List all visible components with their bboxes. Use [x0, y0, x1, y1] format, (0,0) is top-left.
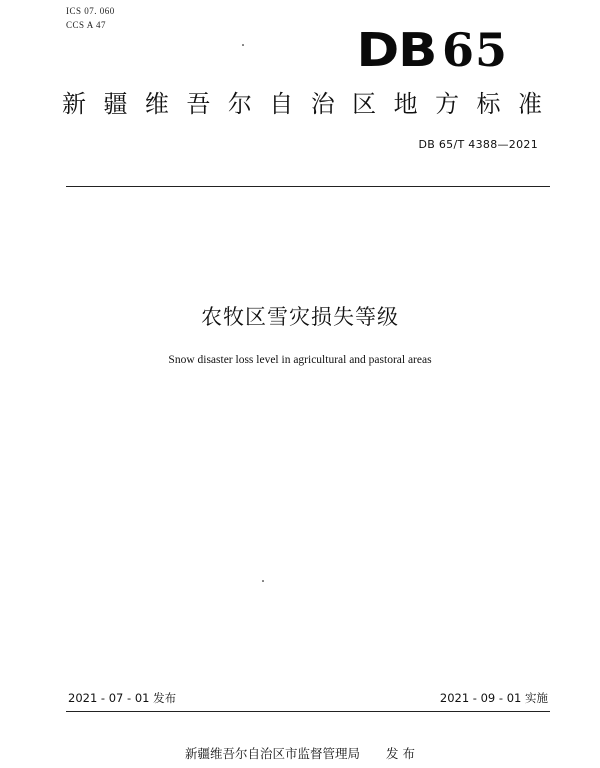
heading-char: 疆 [103, 90, 128, 118]
publisher-action: 发 布 [386, 746, 415, 761]
db65-logo [356, 23, 508, 77]
logo-number: 65 [441, 23, 508, 77]
release-date: 2021 - 07 - 01 发布 [68, 691, 177, 705]
ics-code: ICS 07. 060 [66, 6, 115, 16]
logo-prefix: DB [356, 23, 436, 77]
heading-char: 吾 [186, 90, 211, 118]
heading-char: 地 [393, 90, 418, 118]
local-standard-heading [62, 88, 542, 120]
header-divider [66, 186, 550, 187]
heading-char: 区 [352, 90, 377, 118]
heading-char: 尔 [227, 90, 252, 118]
heading-char: 准 [517, 90, 542, 118]
publisher-line [0, 746, 600, 762]
heading-char: 新 [62, 90, 86, 118]
document-title-english: Snow disaster loss level in agricultural and pastoral areas [168, 354, 432, 366]
classification-codes [66, 4, 115, 32]
scan-speck [242, 44, 244, 46]
standard-number: DB 65/T 4388—2021 [418, 138, 538, 151]
heading-char: 治 [310, 90, 335, 118]
implementation-date: 2021 - 09 - 01 实施 [439, 691, 548, 705]
document-title-chinese: 农牧区雪灾损失等级 [201, 305, 399, 329]
heading-char: 自 [269, 90, 294, 118]
heading-char: 标 [476, 90, 501, 118]
scan-speck [262, 580, 264, 582]
heading-char: 方 [435, 90, 460, 118]
heading-char: 维 [144, 90, 169, 118]
footer-divider [66, 711, 550, 712]
ccs-code: CCS A 47 [66, 20, 107, 30]
publisher-name: 新疆维吾尔自治区市监督管理局 [185, 746, 361, 761]
